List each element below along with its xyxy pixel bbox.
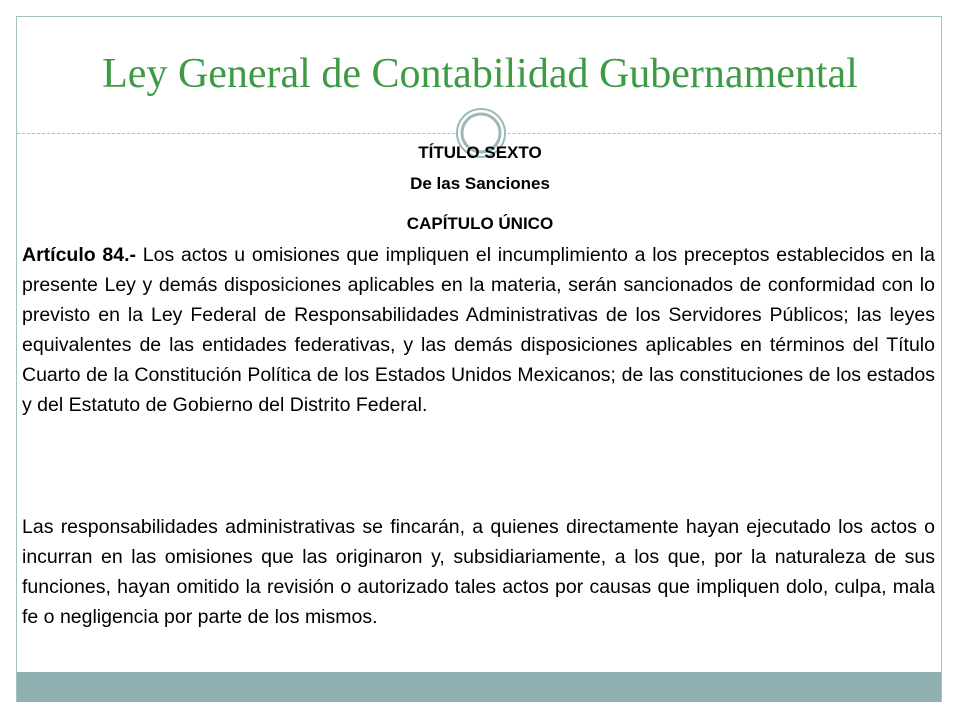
title-heading: TÍTULO SEXTO: [418, 143, 542, 162]
article-paragraph: [22, 240, 935, 420]
title-subheading: De las Sanciones: [410, 174, 550, 193]
responsibilities-paragraph: Las responsabilidades administrativas se fincarán, a quienes directamente hayan ejecutado los actos o incurran en las omisiones que las originaron y, subsidiariamente, a los que, por la naturaleza de sus funciones, hayan omitido la revisión o autorizado tales actos por causas que impliquen dolo, culpa, mala fe o negligencia por parte de los mismos.: [22, 516, 935, 628]
chapter-heading: CAPÍTULO ÚNICO: [406, 214, 554, 233]
article-text: Los actos u omisiones que impliquen el incumplimiento a los preceptos establecidos en la presente Ley y demás disposiciones aplicables en la materia, serán sancionados de conformidad con lo previsto en la Ley Federal de Responsabilidades Administrativas de los Servidores Públicos; las leyes equivalentes de las entidades federativas, y las demás disposiciones aplicables en términos del Título Cuarto de la Constitución Política de los Estados Unidos Mexicanos; de las constituciones de los estados y del Estatuto de Gobierno del Distrito Federal.: [22, 244, 935, 416]
slide-title: Ley General de Contabilidad Gubernamental: [102, 51, 858, 97]
article-label: Artículo 84.-: [22, 244, 137, 266]
footer-bar: [17, 672, 941, 702]
